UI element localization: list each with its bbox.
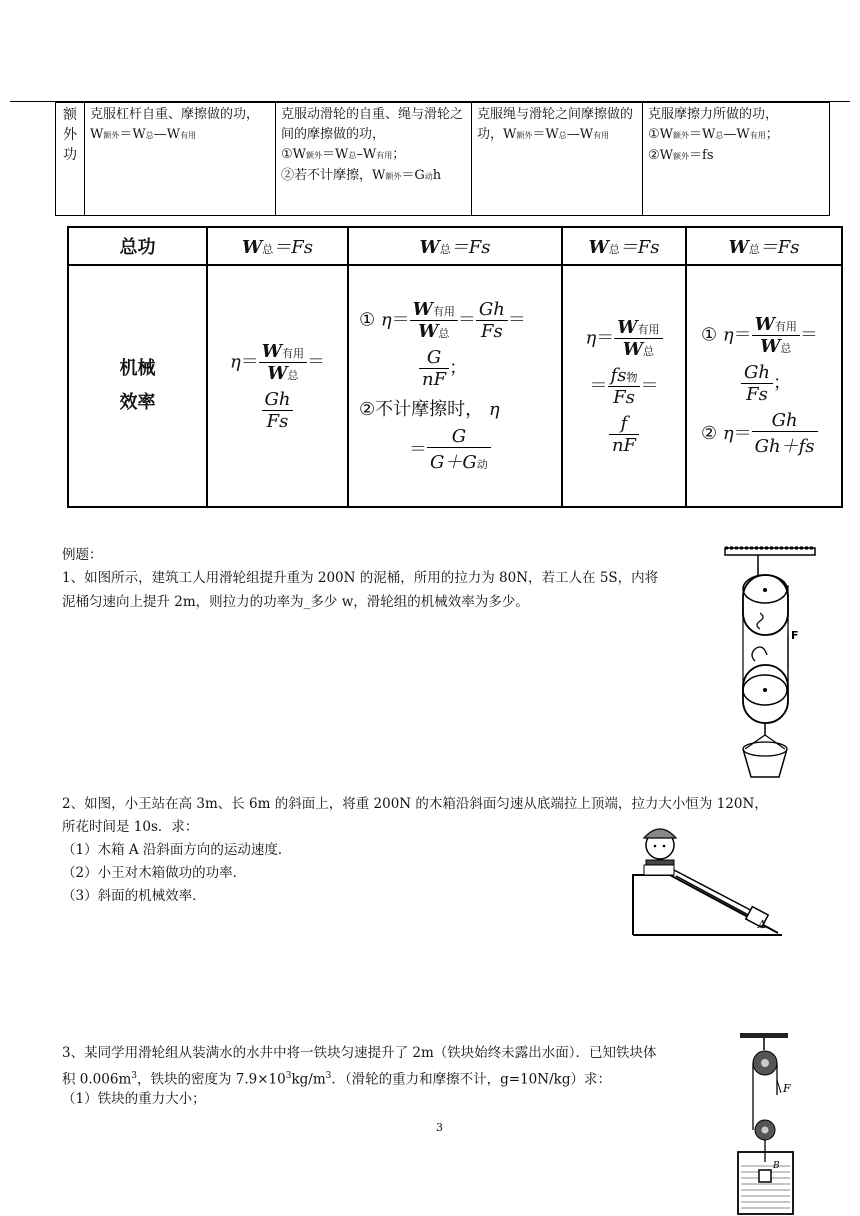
pulley-diagram-1 [715,545,825,780]
efficiency-row [68,265,842,507]
friction-cell: 克服摩擦力所做的功， ①W额外＝W总—W有用； ②W额外＝fs [643,103,830,216]
lever-cell: 克服杠杆自重、摩擦做的功，W额外＝W总—W有用 [85,103,276,216]
total-work-label: 总功 [68,227,207,265]
efficiency-formula-friction: ① η＝ $\frac{\text{W有用}}{\text{W总}}$ ＝ $\frac{Gh}{Fs}$ ； ② η＝ $\frac{Gh}{Gh+fs}$ [686,265,842,507]
row-label-extra-work: 额外功 [56,103,85,216]
force-label-3: F [783,1082,791,1095]
q3-line2: 积 $0.006m^3$，铁块的密度为 $7.9\times 10^3kg/m^3$．（滑轮的重力和摩擦不计，g=10N/kg）求： [62,1071,611,1088]
extra-work-row [56,103,830,216]
pulley-cell: 克服动滑轮的自重、绳与滑轮之间的摩擦做的功， ①W额外＝W总–W有用； ②若不计摩擦，W额外＝G动h [276,103,472,216]
total-work-formula-friction: W总＝Fs [686,227,842,265]
total-work-row [68,227,842,265]
page-number: 3 [436,1121,443,1134]
rope-cell: 克服绳与滑轮之间摩擦做的功，W额外＝W总—W有用 [472,103,643,216]
q2-sub3: （3）斜面的机械效率． [62,888,206,904]
efficiency-formula-pulley: ① η＝ $\frac{\text{W有用}}{\text{W总}}$ ＝ $\frac{Gh}{Fs}$ ＝ $\frac{G}{nF}$ ； ②不计摩擦时， η ＝ $\frac{G}{\text{G＋G动}}$ [348,265,562,507]
efficiency-table [67,226,843,508]
force-label: F [791,629,799,642]
box-label: A [758,918,766,931]
q2-line2: 所花时间是 10s．求： [62,819,199,835]
total-work-formula-lever: W总＝Fs [207,227,348,265]
extra-work-table [55,102,830,216]
examples-heading: 例题： [62,547,103,563]
q1-line1: 1、如图所示，建筑工人用滑轮组提升重为 200N 的泥桶，所用的拉力为 80N，若工人在 5S，内将 [62,570,659,586]
q2-sub1: （1）木箱 A 沿斜面方向的运动速度． [62,842,292,858]
incline-diagram [630,820,785,938]
block-label: B [773,1161,780,1171]
q1-line2: 泥桶匀速向上提升 2m，则拉力的功率为_多少 w，滑轮组的机械效率为多少。 [62,594,529,610]
efficiency-formula-lever: η＝ $\frac{\text{W有用}}{\text{W总}}$ ＝ $\frac{Gh}{Fs}$ [207,265,348,507]
q3-sub1: （1）铁块的重力大小； [62,1091,206,1107]
total-work-formula-pulley: W总＝Fs [348,227,562,265]
efficiency-formula-rope: η＝ $\frac{\text{W有用}}{\text{W总}}$ ＝ $\frac{\text{fs物}}{Fs}$ ＝ $\frac{f}{nF}$ [562,265,686,507]
pulley-diagram-3 [735,1030,810,1216]
total-work-formula-rope: W总＝Fs [562,227,686,265]
efficiency-label: 机械 效率 [68,265,207,507]
q2-line1: 2、如图，小王站在高 3m、长 6m 的斜面上，将重 200N 的木箱沿斜面匀速从底端拉上顶端，拉力大小恒为 120N， [62,796,768,812]
q2-sub2: （2）小王对木箱做功的功率． [62,865,247,881]
q3-line1: 3、某同学用滑轮组从装满水的水井中将一铁块匀速提升了 2m（铁块始终未露出水面）．已知铁块体 [62,1045,657,1061]
